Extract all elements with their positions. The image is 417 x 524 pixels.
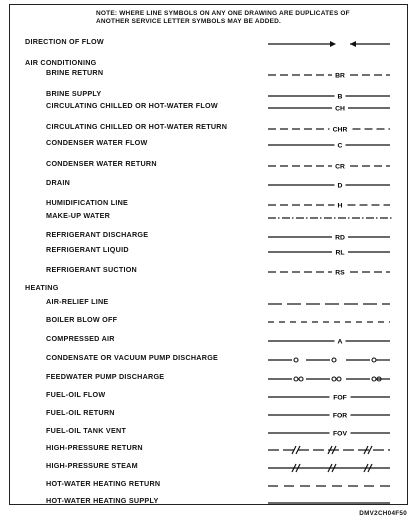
circle-mark [372, 377, 376, 381]
symbol-letters: CH [335, 105, 345, 113]
circle-mark [332, 377, 336, 381]
symbol-row [10, 353, 407, 367]
line-type-label: COMPRESSED AIR [46, 334, 115, 343]
symbol-letters: FOR [332, 412, 348, 420]
figure-credit: DMV2CH04F50 [359, 510, 407, 517]
section-heading: AIR CONDITIONING [25, 58, 97, 67]
section-row [10, 283, 407, 297]
line-type-label: BRINE SUPPLY [46, 89, 102, 98]
line-type-label: DIRECTION OF FLOW [25, 37, 104, 46]
line-symbol [266, 426, 394, 440]
line-symbol [266, 353, 394, 367]
note-text: NOTE: WHERE LINE SYMBOLS ON ANY ONE DRAWING ARE DUPLICATES OF ANOTHER SERVICE LETTER SYMBOLS MAY BE ADDED. [96, 10, 350, 25]
line-symbol [266, 479, 394, 493]
line-symbol [266, 159, 394, 173]
symbol-row [10, 138, 407, 152]
line-symbol [266, 122, 394, 136]
circle-mark [372, 358, 376, 362]
line-type-label: REFRIGERANT LIQUID [46, 245, 129, 254]
symbol-letters: C [337, 142, 343, 150]
line-type-label: CIRCULATING CHILLED OR HOT-WATER FLOW [46, 101, 218, 110]
line-type-label: BRINE RETURN [46, 68, 104, 77]
line-type-label: CIRCULATING CHILLED OR HOT-WATER RETURN [46, 122, 228, 131]
line-type-label: HUMIDIFICATION LINE [46, 198, 129, 207]
line-type-label: FEEDWATER PUMP DISCHARGE [46, 372, 165, 381]
symbol-row [10, 390, 407, 404]
symbol-row [10, 178, 407, 192]
line-type-label: MAKE-UP WATER [46, 211, 111, 220]
symbol-row [10, 198, 407, 212]
symbol-letters: RS [335, 269, 345, 277]
symbol-row [10, 372, 407, 386]
symbol-row [10, 265, 407, 279]
line-symbol [266, 408, 394, 422]
section-heading: HEATING [25, 283, 59, 292]
line-symbol [266, 265, 394, 279]
line-symbol [266, 372, 394, 386]
symbol-row [10, 159, 407, 173]
line-type-label: REFRIGERANT SUCTION [46, 265, 137, 274]
line-type-label: CONDENSER WATER FLOW [46, 138, 148, 147]
symbol-letters: H [337, 202, 343, 210]
line-symbol [266, 101, 394, 115]
symbol-row [10, 315, 407, 329]
symbol-row [10, 68, 407, 82]
line-type-label: CONDENSER WATER RETURN [46, 159, 157, 168]
line-symbol [266, 297, 394, 311]
circle-mark [337, 377, 341, 381]
symbol-row [10, 334, 407, 348]
line-symbol [266, 390, 394, 404]
symbol-row [10, 37, 407, 51]
line-type-label: BOILER BLOW OFF [46, 315, 118, 324]
line-symbol [266, 178, 394, 192]
line-symbol [266, 68, 394, 82]
line-symbol [266, 211, 394, 225]
line-type-label: FUEL-OIL FLOW [46, 390, 106, 399]
symbol-letters: CR [335, 163, 345, 171]
symbol-letters: BR [335, 72, 345, 80]
line-type-label: HIGH-PRESSURE STEAM [46, 461, 138, 470]
symbol-row [10, 496, 407, 510]
line-symbol [266, 496, 394, 510]
line-type-label: DRAIN [46, 178, 71, 187]
symbol-row [10, 426, 407, 440]
symbol-letters: RD [335, 234, 345, 242]
symbol-letters: D [337, 182, 343, 190]
line-type-label: HOT-WATER HEATING SUPPLY [46, 496, 159, 505]
symbol-table-frame [9, 4, 408, 505]
arrow-right-icon [330, 41, 336, 47]
line-type-label: HOT-WATER HEATING RETURN [46, 479, 161, 488]
line-symbol [266, 230, 394, 244]
symbol-letters: RL [335, 249, 345, 257]
symbol-row [10, 443, 407, 457]
symbol-letters: A [337, 338, 343, 346]
line-symbol [266, 461, 394, 475]
symbol-row [10, 297, 407, 311]
symbol-row [10, 245, 407, 259]
line-type-label: FUEL-OIL RETURN [46, 408, 115, 417]
circle-mark [294, 358, 298, 362]
circle-mark [294, 377, 298, 381]
circle-mark [299, 377, 303, 381]
line-symbol [266, 334, 394, 348]
line-symbol [266, 443, 394, 457]
symbol-letters: CHR [332, 126, 348, 134]
line-symbol [266, 37, 394, 51]
line-symbol [266, 315, 394, 329]
line-type-label: REFRIGERANT DISCHARGE [46, 230, 149, 239]
symbol-letters: B [337, 93, 343, 101]
line-type-label: AIR-RELIEF LINE [46, 297, 109, 306]
symbol-row [10, 408, 407, 422]
line-symbol [266, 198, 394, 212]
symbol-row [10, 230, 407, 244]
line-symbol [266, 245, 394, 259]
symbol-letters: FOF [333, 394, 347, 402]
line-type-label: FUEL-OIL TANK VENT [46, 426, 127, 435]
symbol-row [10, 211, 407, 225]
symbol-letters: FOV [333, 430, 347, 438]
circle-mark [332, 358, 336, 362]
symbol-row [10, 461, 407, 475]
line-type-label: HIGH-PRESSURE RETURN [46, 443, 143, 452]
symbol-row [10, 479, 407, 493]
arrow-left-icon [350, 41, 356, 47]
symbol-row [10, 101, 407, 115]
line-type-label: CONDENSATE OR VACUUM PUMP DISCHARGE [46, 353, 219, 362]
symbol-row [10, 122, 407, 136]
line-symbol [266, 138, 394, 152]
